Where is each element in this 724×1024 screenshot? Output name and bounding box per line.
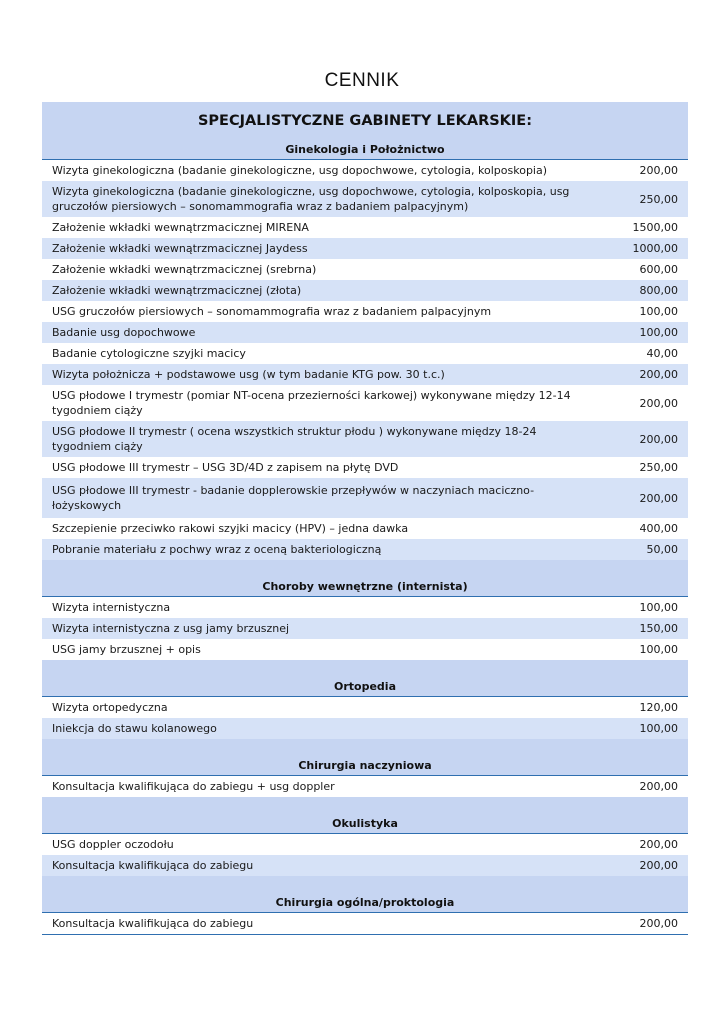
service-name: USG płodowe I trymestr (pomiar NT-ocena przezierności karkowej) wykonywane między 12-14 tygodniem ciąży — [52, 389, 571, 417]
service-price: 250,00 — [639, 192, 678, 206]
table-row — [42, 478, 688, 518]
service-price: 250,00 — [639, 461, 678, 474]
table-heading: SPECJALISTYCZNE GABINETY LEKARSKIE: — [42, 102, 688, 139]
table-row — [42, 385, 688, 421]
service-price: 50,00 — [646, 543, 678, 556]
service-price: 200,00 — [639, 838, 678, 851]
section-spacer — [42, 660, 688, 676]
service-name: Założenie wkładki wewnątrzmacicznej (złota) — [52, 284, 302, 297]
section-spacer — [42, 560, 688, 576]
service-name: Konsultacja kwalifikująca do zabiegu — [52, 917, 254, 930]
service-name: Badanie usg dopochwowe — [52, 326, 196, 339]
section-header-chirurgia-naczyniowa: Chirurgia naczyniowa — [42, 755, 688, 776]
table-row — [42, 322, 688, 343]
service-price: 1000,00 — [632, 242, 678, 255]
service-name: Założenie wkładki wewnątrzmacicznej (srebrna) — [52, 263, 317, 276]
service-price: 200,00 — [639, 917, 678, 930]
service-name: Wizyta ortopedyczna — [52, 701, 168, 714]
service-name: USG doppler oczodołu — [52, 838, 174, 851]
table-row — [42, 301, 688, 322]
service-name: Konsultacja kwalifikująca do zabiegu + usg doppler — [52, 780, 335, 793]
service-name: USG gruczołów piersiowych – sonomammografia wraz z badaniem palpacyjnym — [52, 305, 492, 318]
table-row — [42, 913, 688, 934]
service-price: 100,00 — [639, 305, 678, 318]
service-name: USG płodowe III trymestr – USG 3D/4D z zapisem na płytę DVD — [52, 461, 399, 474]
service-name: Wizyta położnicza + podstawowe usg (w tym badanie KTG pow. 30 t.c.) — [52, 368, 445, 381]
service-price: 800,00 — [639, 284, 678, 297]
service-name: Pobranie materiału z pochwy wraz z oceną bakteriologiczną — [52, 543, 382, 556]
table-row — [42, 457, 688, 478]
service-price: 200,00 — [639, 491, 678, 505]
service-name: USG płodowe III trymestr - badanie dopplerowskie przepływów w naczyniach maciczno-łożyskowych — [52, 484, 535, 512]
service-price: 1500,00 — [632, 221, 678, 234]
section-spacer — [42, 739, 688, 755]
service-name: Iniekcja do stawu kolanowego — [52, 722, 217, 735]
table-row — [42, 539, 688, 560]
service-price: 120,00 — [639, 701, 678, 714]
table-row — [42, 217, 688, 238]
service-name: USG płodowe II trymestr ( ocena wszystkich struktur płodu ) wykonywane między 18-24 tygodniem ciąży — [52, 425, 537, 453]
table-row — [42, 597, 688, 618]
table-bottom-border — [42, 934, 688, 935]
table-row — [42, 518, 688, 539]
service-name: USG jamy brzusznej + opis — [52, 643, 201, 656]
service-price: 200,00 — [639, 368, 678, 381]
service-name: Założenie wkładki wewnątrzmacicznej Jaydess — [52, 242, 308, 255]
section-header-okulistyka: Okulistyka — [42, 813, 688, 834]
section-spacer — [42, 797, 688, 813]
table-row — [42, 160, 688, 181]
table-row — [42, 639, 688, 660]
service-name: Konsultacja kwalifikująca do zabiegu — [52, 859, 254, 872]
service-price: 40,00 — [646, 347, 678, 360]
service-price: 400,00 — [639, 522, 678, 535]
service-name: Wizyta ginekologiczna (badanie ginekologiczne, usg dopochwowe, cytologia, kolposkopia) — [52, 164, 548, 177]
service-price: 150,00 — [639, 622, 678, 635]
service-price: 600,00 — [639, 263, 678, 276]
page-title: CENNIK — [324, 70, 400, 91]
table-row — [42, 697, 688, 718]
section-header-ginekologia: Ginekologia i Położnictwo — [42, 139, 688, 160]
section-header-internista: Choroby wewnętrzne (internista) — [42, 576, 688, 597]
service-name: Wizyta internistyczna — [52, 601, 171, 614]
table-row — [42, 259, 688, 280]
section-spacer — [42, 876, 688, 892]
service-name: Wizyta ginekologiczna (badanie ginekologiczne, usg dopochwowe, cytologia, kolposkopia, usg gruczołów piersiowych – sonomammografia wraz z badaniem palpacyjnym) — [52, 185, 570, 213]
service-price: 200,00 — [639, 432, 678, 446]
table-row — [42, 855, 688, 876]
section-header-chirurgia-ogolna: Chirurgia ogólna/proktologia — [42, 892, 688, 913]
service-name: Szczepienie przeciwko rakowi szyjki macicy (HPV) – jedna dawka — [52, 522, 409, 535]
table-row — [42, 238, 688, 259]
service-price: 200,00 — [639, 780, 678, 793]
service-price: 200,00 — [639, 859, 678, 872]
service-price: 100,00 — [639, 326, 678, 339]
service-name: Badanie cytologiczne szyjki macicy — [52, 347, 246, 360]
service-price: 100,00 — [639, 722, 678, 735]
table-row — [42, 421, 688, 457]
table-row — [42, 280, 688, 301]
table-row — [42, 181, 688, 217]
table-row — [42, 718, 688, 739]
table-row — [42, 776, 688, 797]
service-price: 200,00 — [639, 164, 678, 177]
price-table — [42, 102, 688, 935]
service-price: 100,00 — [639, 643, 678, 656]
service-price: 200,00 — [639, 396, 678, 410]
service-name: Wizyta internistyczna z usg jamy brzusznej — [52, 622, 290, 635]
section-header-ortopedia: Ortopedia — [42, 676, 688, 697]
table-row — [42, 364, 688, 385]
table-row — [42, 343, 688, 364]
service-price: 100,00 — [639, 601, 678, 614]
table-row — [42, 834, 688, 855]
table-row — [42, 618, 688, 639]
service-name: Założenie wkładki wewnątrzmacicznej MIRENA — [52, 221, 309, 234]
